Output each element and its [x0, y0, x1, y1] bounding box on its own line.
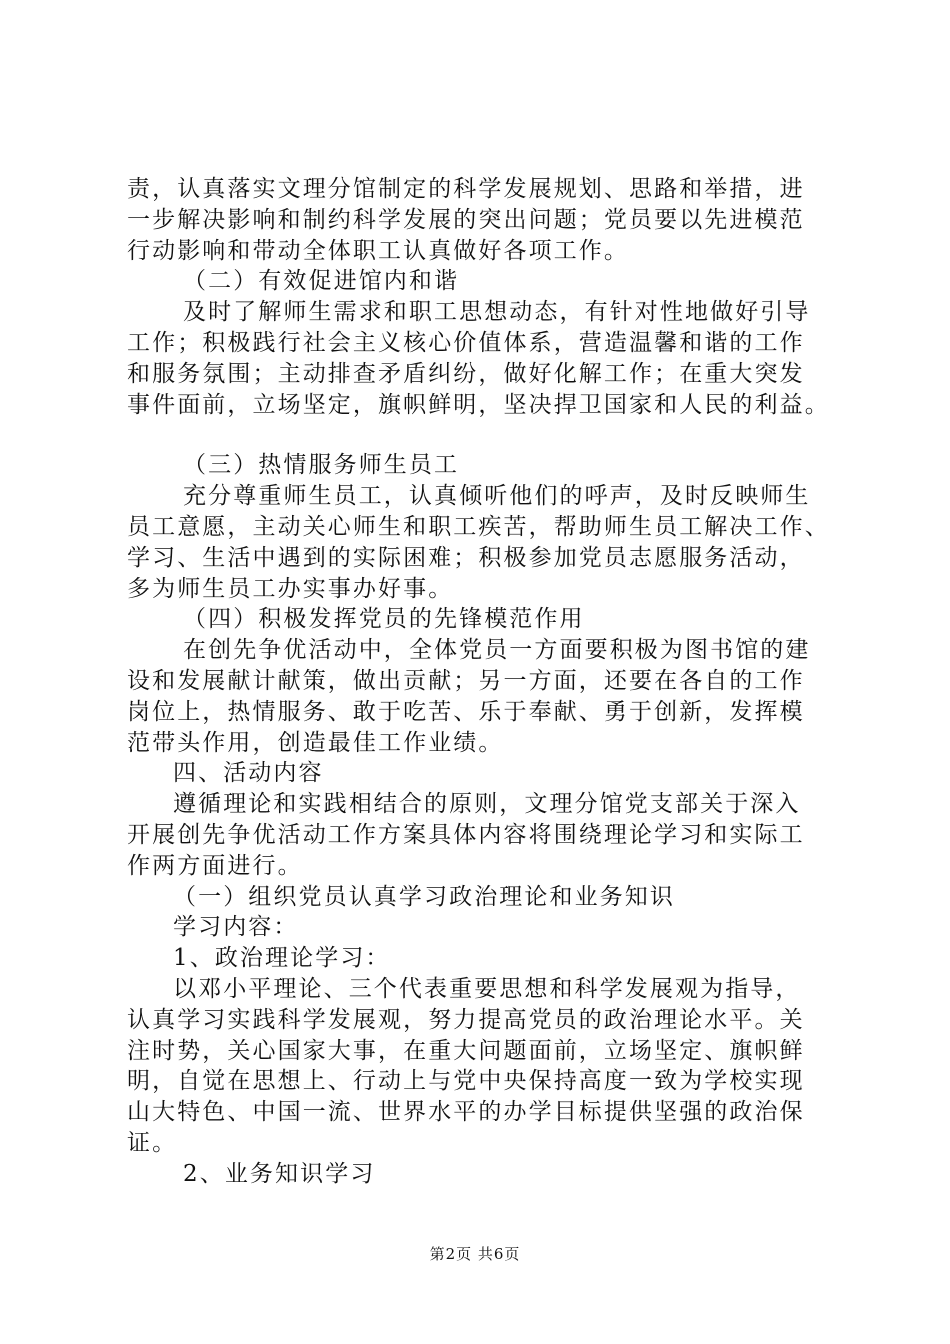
text-line: 明，自觉在思想上、行动上与党中央保持高度一致为学校实现	[127, 1068, 805, 1095]
section-heading: （四）积极发挥党员的先锋模范作用	[183, 606, 585, 633]
text-line: 学习内容：	[173, 914, 299, 941]
section-heading: （三）热情服务师生员工	[183, 452, 460, 479]
page-number: 第2页 共6页	[429, 1245, 521, 1263]
text-line: 作两方面进行。	[127, 852, 303, 879]
text-line: 注时势，关心国家大事，在重大问题面前，立场坚定、旗帜鲜	[127, 1037, 805, 1064]
text-line: 开展创先争优活动工作方案具体内容将围绕理论学习和实际工	[127, 821, 805, 848]
text-line: 设和发展献计献策，做出贡献；另一方面，还要在各自的工作	[127, 667, 805, 694]
text-line: 岗位上，热情服务、敢于吃苦、乐于奉献、勇于创新，发挥模	[127, 698, 805, 725]
section-heading: 四、活动内容	[173, 760, 324, 787]
subsection-heading: 2、业务知识学习	[183, 1160, 376, 1187]
text-line: 工作；积极践行社会主义核心价值体系，营造温馨和谐的工作	[127, 329, 805, 356]
text-line: 学习、生活中遇到的实际困难；积极参加党员志愿服务活动，	[127, 544, 805, 571]
text-line: 及时了解师生需求和职工思想动态，有针对性地做好引导	[183, 299, 811, 326]
text-line: 范带头作用，创造最佳工作业绩。	[127, 729, 504, 756]
document-body	[127, 174, 847, 1190]
text-line: 遵循理论和实践相结合的原则，文理分馆党支部关于深入	[173, 791, 801, 818]
text-line: 员工意愿，主动关心师生和职工疾苦，帮助师生员工解决工作、	[127, 513, 830, 540]
section-heading: （二）有效促进馆内和谐	[183, 268, 460, 295]
section-heading: （一）组织党员认真学习政治理论和业务知识	[173, 883, 675, 910]
text-line: 证。	[127, 1129, 178, 1156]
text-line: 事件面前，立场坚定，旗帜鲜明，坚决捍卫国家和人民的利益。	[127, 391, 830, 418]
text-line: 充分尊重师生员工，认真倾听他们的呼声，及时反映师生	[183, 483, 811, 510]
text-line: 一步解决影响和制约科学发展的突出问题；党员要以先进模范	[127, 206, 805, 233]
paragraph-gap	[127, 420, 847, 450]
text-line: 在创先争优活动中，全体党员一方面要积极为图书馆的建	[183, 637, 811, 664]
text-line: 责，认真落实文理分馆制定的科学发展规划、思路和举措，进	[127, 176, 805, 202]
text-line: 和服务氛围；主动排查矛盾纠纷，做好化解工作；在重大突发	[127, 360, 805, 387]
text-line: 多为师生员工办实事办好事。	[127, 575, 454, 602]
subsection-heading: 1、政治理论学习：	[173, 945, 391, 972]
text-line: 山大特色、中国一流、世界水平的办学目标提供坚强的政治保	[127, 1099, 805, 1126]
text-line: 以邓小平理论、三个代表重要思想和科学发展观为指导，	[173, 975, 801, 1002]
text-line: 认真学习实践科学发展观，努力提高党员的政治理论水平。关	[127, 1006, 805, 1033]
text-line: 行动影响和带动全体职工认真做好各项工作。	[127, 237, 629, 264]
